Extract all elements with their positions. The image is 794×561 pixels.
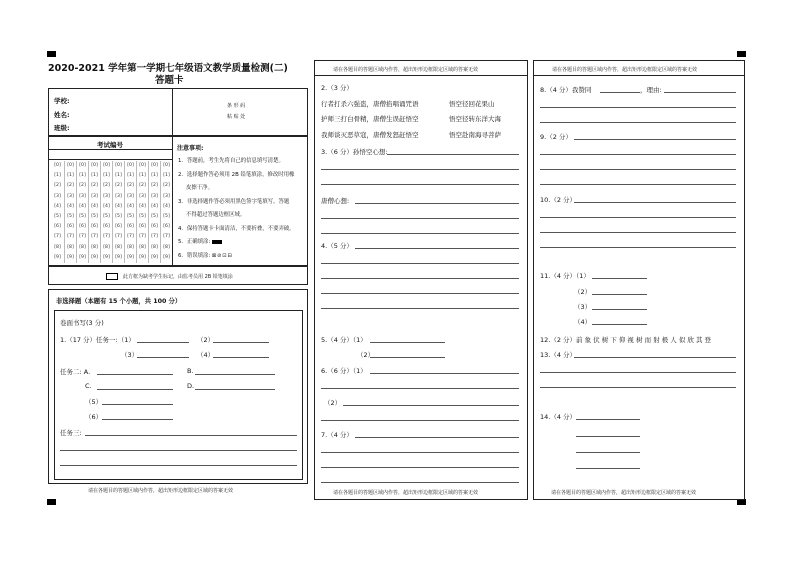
notice-item: 3．非选择题作答必须用黑色签字笔填写，答题 (178, 198, 290, 205)
exam-id-bubble[interactable]: [8] (103, 244, 110, 250)
exam-id-bubble[interactable]: [7] (79, 234, 86, 240)
exam-id-bubble[interactable]: [6] (151, 224, 158, 230)
exam-id-bubble[interactable]: [2] (91, 183, 98, 189)
exam-id-bubble[interactable]: [4] (79, 203, 86, 209)
q10-answer-line[interactable] (540, 232, 736, 233)
q7-answer-line[interactable] (321, 467, 519, 468)
exam-id-bubble[interactable]: [0] (54, 163, 61, 168)
q5-2-label: （2） (357, 351, 375, 359)
exam-id-bubble[interactable]: [5] (163, 213, 170, 219)
exam-id-bubble[interactable]: [2] (151, 183, 158, 189)
exam-id-bubble[interactable]: [3] (54, 193, 61, 199)
exam-id-bubble[interactable]: [0] (127, 163, 134, 168)
task3-label: 任务三: (60, 429, 82, 437)
exam-id-bubble[interactable]: [4] (54, 203, 61, 209)
exam-id-bubble[interactable]: [0] (139, 163, 146, 168)
exam-id-bubble[interactable]: [8] (151, 244, 158, 250)
q7-answer-line[interactable] (355, 437, 519, 438)
exam-id-column[interactable] (112, 161, 124, 263)
q8-reason-label: ，理由: (640, 86, 662, 94)
exam-id-bubble[interactable]: [4] (151, 203, 158, 209)
exam-id-bubble[interactable]: [6] (67, 224, 74, 230)
exam-id-column[interactable] (160, 161, 172, 263)
q6-1-answer[interactable] (370, 373, 519, 374)
exam-id-bubble[interactable]: [1] (139, 173, 146, 179)
notice-item: 1．答题前，考生先将自己的信息填写清楚。 (178, 158, 284, 164)
q8-choice-answer[interactable] (600, 92, 640, 93)
exam-id-bubble[interactable]: [8] (127, 244, 134, 250)
exam-id-bubble[interactable]: [0] (103, 163, 110, 168)
q7-label: 7.（4 分） (321, 431, 353, 439)
q13-answer-line[interactable] (540, 387, 736, 388)
q6-2-answer[interactable] (343, 405, 519, 406)
task2-d-label: D. (187, 382, 195, 390)
q10-answer-line[interactable] (540, 217, 736, 218)
exam-id-bubble[interactable]: [0] (163, 163, 170, 168)
exam-id-bubble[interactable]: [0] (151, 163, 158, 168)
q1-3-answer[interactable] (137, 357, 189, 358)
student-info-box (48, 88, 173, 136)
q4-label: 4.（5 分） (321, 242, 353, 250)
exam-id-column[interactable] (136, 161, 148, 263)
exam-id-bubble[interactable]: [3] (67, 193, 74, 199)
exam-id-bubble[interactable]: [0] (91, 163, 98, 168)
q8-reason-answer[interactable] (664, 92, 736, 93)
q1-label: 1.（17 分）任务一:（1） (60, 336, 135, 344)
q4-answer-line[interactable] (321, 293, 519, 294)
q9-answer-line[interactable] (540, 184, 736, 185)
exam-id-column[interactable] (100, 161, 112, 263)
absent-checkbox[interactable] (106, 273, 118, 280)
q13-answer-line[interactable] (540, 372, 736, 373)
q3b-answer-line[interactable] (321, 218, 519, 219)
exam-id-bubble[interactable]: [0] (115, 163, 122, 168)
exam-id-bubble[interactable]: [6] (115, 224, 122, 230)
exam-id-bubble[interactable]: [7] (67, 234, 74, 240)
q3b-label: 唐僧心想: (321, 197, 350, 205)
q4-answer-line[interactable] (321, 308, 519, 309)
q1-4-answer[interactable] (213, 357, 269, 358)
task2-label: 任务二: A. (60, 368, 91, 376)
answer-column-2 (314, 60, 528, 500)
q1-3-label: （3） (121, 351, 139, 359)
exam-id-bubble[interactable]: [5] (103, 213, 110, 219)
exam-id-bubble[interactable]: [2] (115, 183, 122, 189)
task2-d-answer[interactable] (195, 389, 275, 390)
header-note-2: 请在各题目的答题区域内作答，超出矩形边框限定区域的答案无效 (333, 67, 479, 73)
exam-id-bubble[interactable]: [1] (54, 173, 61, 179)
exam-id-bubble[interactable]: [1] (79, 173, 86, 179)
q8-answer-line[interactable] (540, 122, 736, 123)
exam-id-label: 考试编号 (97, 141, 123, 149)
q1-2-answer[interactable] (213, 342, 269, 343)
task2-5-label: （5） (85, 398, 103, 406)
exam-id-bubble[interactable]: [4] (103, 203, 110, 209)
exam-id-bubble[interactable]: [5] (151, 213, 158, 219)
q11-label: 11.（4 分）（1） (540, 272, 590, 280)
q14-answer-line[interactable] (576, 419, 640, 420)
exam-id-bubble[interactable]: [7] (163, 234, 170, 240)
q5-1-answer[interactable] (370, 342, 445, 343)
q11-3-answer[interactable] (592, 309, 647, 310)
task3-answer-line[interactable] (85, 435, 297, 436)
footer-note-2: 请在各题目的答题区域内作答，超出矩形边框限定区域的答案无效 (333, 490, 479, 496)
q13-label: 13.（4 分） (540, 351, 577, 359)
q14-answer-line[interactable] (576, 436, 640, 437)
q13-answer-line[interactable] (574, 357, 736, 358)
exam-id-bubble[interactable]: [6] (127, 224, 134, 230)
q11-3-label: （3） (574, 303, 592, 311)
notice-item (178, 236, 306, 250)
exam-id-bubble[interactable]: [7] (139, 234, 146, 240)
notice-title: 注意事项: (177, 145, 204, 152)
correct-fill-icon (212, 240, 222, 244)
exam-id-bubble[interactable]: [9] (103, 254, 110, 260)
q12-label: 12.（2 分）前 象 伏 树 下 仰 视 树 而 射 极 人 似 欣 其 登 (540, 336, 712, 344)
exam-id-bubble[interactable]: [2] (163, 183, 170, 189)
exam-id-bubble[interactable]: [3] (91, 193, 98, 199)
exam-id-bubble[interactable]: [1] (103, 173, 110, 179)
exam-id-bubble[interactable]: [4] (91, 203, 98, 209)
exam-id-bubble[interactable]: [5] (115, 213, 122, 219)
notice-item (178, 250, 306, 264)
q1-2-label: （2） (197, 336, 215, 344)
exam-id-bubble[interactable]: [5] (67, 213, 74, 219)
notice-wrong-fill-label: 6．错误填涂: (178, 252, 211, 259)
exam-id-bubble[interactable]: [8] (139, 244, 146, 250)
absent-mark-box (48, 266, 308, 285)
exam-id-bubble[interactable]: [9] (79, 254, 86, 260)
alignment-marker-top-left (47, 51, 56, 57)
q9-answer-line[interactable] (540, 154, 736, 155)
page-title: 2020-2021 学年第一学期七年级语文教学质量检测(二) (48, 63, 288, 74)
q6-2-answer[interactable] (321, 420, 519, 421)
exam-id-bubble[interactable]: [8] (163, 244, 170, 250)
q10-answer-line[interactable] (540, 247, 736, 248)
exam-id-bubble[interactable]: [3] (79, 193, 86, 199)
exam-id-grid (48, 136, 173, 266)
q14-label: 14.（4 分） (540, 413, 577, 421)
answer-area-1 (54, 310, 303, 480)
exam-id-bubble[interactable]: [2] (139, 183, 146, 189)
footer-note-3: 请在各题目的答题区域内作答，超出矩形边框限定区域的答案无效 (551, 490, 697, 496)
notice-item: 2．选择题作答必须用 2B 铅笔填涂，修改时用橡 (178, 171, 295, 178)
exam-id-bubble[interactable]: [4] (139, 203, 146, 209)
exam-id-bubble[interactable]: [1] (67, 173, 74, 179)
q4-answer-line[interactable] (321, 263, 519, 264)
exam-id-bubble[interactable]: [3] (151, 193, 158, 199)
exam-id-bubble[interactable]: [3] (103, 193, 110, 199)
exam-id-bubble[interactable]: [8] (54, 244, 61, 250)
exam-id-bubble[interactable]: [3] (127, 193, 134, 199)
q5-2-answer[interactable] (370, 357, 445, 358)
q11-1-answer[interactable] (592, 278, 647, 279)
exam-id-column[interactable] (124, 161, 136, 263)
q11-4-answer[interactable] (592, 324, 647, 325)
q14-answer-line[interactable] (576, 468, 640, 469)
q2-row2-a: 护师三打白骨精，唐僧生误赶悟空 (321, 115, 419, 123)
exam-id-bubble[interactable]: [8] (67, 244, 74, 250)
exam-id-bubble[interactable]: [4] (127, 203, 134, 209)
task2-5-answer[interactable] (102, 404, 173, 405)
exam-id-bubble[interactable]: [4] (67, 203, 74, 209)
exam-id-column[interactable] (88, 161, 100, 263)
exam-id-bubble[interactable]: [6] (139, 224, 146, 230)
barcode-area (172, 88, 308, 136)
exam-id-bubble[interactable]: [9] (127, 254, 134, 260)
exam-id-bubble[interactable]: [5] (91, 213, 98, 219)
answer-column-3 (533, 60, 745, 500)
notice-correct-fill-label: 5．正确填涂: (178, 239, 211, 245)
exam-id-bubble[interactable]: [3] (115, 193, 122, 199)
q2-row1-b: 悟空径回花果山 (449, 100, 495, 108)
q9-answer-line[interactable] (540, 169, 736, 170)
exam-id-bubble[interactable]: [6] (79, 224, 86, 230)
exam-id-bubble[interactable]: [1] (91, 173, 98, 179)
task2-6-answer[interactable] (102, 419, 173, 420)
q14-answer-line[interactable] (576, 452, 640, 453)
exam-id-bubble[interactable]: [6] (103, 224, 110, 230)
q7-answer-line[interactable] (321, 452, 519, 453)
exam-id-bubble[interactable]: [9] (67, 254, 74, 260)
exam-id-bubble[interactable]: [0] (79, 163, 86, 168)
task2-c-answer[interactable] (97, 389, 173, 390)
exam-id-bubble[interactable]: [2] (103, 183, 110, 189)
q2-row3-a: 我师谈灭恶草寇，唐僧发怒赶悟空 (321, 131, 419, 139)
notice-box (172, 136, 308, 266)
task2-c-label: C. (85, 382, 92, 390)
exam-id-bubble[interactable]: [4] (163, 203, 170, 209)
exam-id-bubble[interactable]: [9] (163, 254, 170, 260)
header-note-3: 请在各题目的答题区域内作答，超出矩形边框限定区域的答案无效 (552, 67, 698, 73)
task3-answer-line[interactable] (60, 465, 297, 466)
exam-id-bubble[interactable]: [6] (163, 224, 170, 230)
q5-label: 5.（4 分）（1） (321, 336, 367, 344)
exam-id-bubble[interactable]: [8] (79, 244, 86, 250)
task2-b-answer[interactable] (195, 374, 275, 375)
exam-id-bubble[interactable]: [1] (127, 173, 134, 179)
q2-row2-b: 悟空径转东洋大海 (449, 115, 501, 123)
task2-a-answer[interactable] (97, 374, 173, 375)
exam-id-column[interactable] (148, 161, 160, 263)
notice-item: 皮擦干净。 (186, 185, 213, 191)
exam-id-bubble[interactable]: [4] (115, 203, 122, 209)
task2-b-label: B. (187, 367, 194, 375)
q10-label: 10.（2 分） (540, 196, 577, 204)
exam-id-bubble[interactable]: [1] (115, 173, 122, 179)
barcode-label-1: 条 形 码 (227, 103, 246, 109)
exam-id-bubble[interactable]: [6] (54, 224, 61, 230)
exam-id-bubble[interactable]: [8] (115, 244, 122, 250)
exam-id-column[interactable] (64, 161, 76, 263)
footer-note-1: 请在各题目的答题区域内作答，超出矩形边框限定区域的答案无效 (88, 488, 234, 494)
exam-id-column[interactable] (52, 161, 63, 263)
exam-id-bubble[interactable]: [9] (151, 254, 158, 260)
q6-2-label: （2） (324, 399, 342, 407)
q11-2-answer[interactable] (592, 294, 647, 295)
q4-answer-line[interactable] (321, 278, 519, 279)
q7-answer-line[interactable] (321, 482, 519, 483)
q11-2-label: （2） (574, 288, 592, 296)
q3b-answer-line[interactable] (355, 203, 519, 204)
q9-answer-line[interactable] (574, 139, 736, 140)
exam-id-bubble[interactable]: [7] (103, 234, 110, 240)
class-label: 班级: (54, 124, 70, 132)
name-label: 姓名: (54, 111, 70, 119)
exam-id-bubble[interactable]: [7] (127, 234, 134, 240)
notice-list (178, 155, 306, 263)
exam-id-bubble[interactable]: [2] (54, 183, 61, 189)
exam-id-bubble[interactable]: [7] (54, 234, 61, 240)
exam-id-bubble[interactable]: [5] (139, 213, 146, 219)
exam-id-bubble[interactable]: [1] (163, 173, 170, 179)
q8-answer-line[interactable] (540, 107, 736, 108)
alignment-marker-top-right (737, 51, 746, 57)
q10-answer-line[interactable] (574, 202, 736, 203)
page-subtitle: 答题卡 (155, 75, 184, 86)
exam-id-bubble[interactable]: [5] (79, 213, 86, 219)
exam-id-bubble[interactable]: [8] (91, 244, 98, 250)
q4-answer-line[interactable] (355, 248, 519, 249)
exam-id-bubble[interactable]: [1] (151, 173, 158, 179)
q11-4-label: （4） (574, 318, 592, 326)
q2-row1-a: 行者打杀六强盗，唐僧掐唱诵咒语 (321, 100, 419, 108)
exam-id-bubble[interactable]: [9] (54, 254, 61, 260)
notice-item: 4．保持答题卡卡面清洁，不要折叠，不要弄破。 (178, 225, 295, 232)
q6-1-answer[interactable] (321, 388, 519, 389)
school-label: 学校: (54, 97, 70, 105)
q3-label: 3.（6 分）孙悟空心想: (321, 148, 388, 156)
exam-id-bubble[interactable]: [9] (115, 254, 122, 260)
q1-4-label: （4） (197, 351, 215, 359)
notice-item: 不得超过答题边框区域。 (186, 212, 246, 218)
q3b-answer-line[interactable] (321, 233, 519, 234)
task2-6-label: （6） (85, 413, 103, 421)
q3-answer-line[interactable] (321, 169, 519, 170)
exam-id-bubble[interactable]: [6] (91, 224, 98, 230)
exam-id-bubble[interactable]: [2] (79, 183, 86, 189)
q2-label: 2.（3 分） (321, 84, 353, 92)
exam-id-bubble[interactable]: [3] (163, 193, 170, 199)
exam-id-bubble[interactable]: [9] (91, 254, 98, 260)
writing-score-label: 卷面书写(3 分) (60, 319, 104, 327)
q9-label: 9.（2 分） (540, 133, 572, 141)
exam-id-bubble[interactable]: [7] (151, 234, 158, 240)
q1-1-answer[interactable] (137, 342, 189, 343)
task3-answer-line[interactable] (60, 450, 297, 451)
exam-id-column[interactable] (76, 161, 88, 263)
exam-id-bubble[interactable]: [7] (115, 234, 122, 240)
exam-id-bubble[interactable]: [5] (127, 213, 134, 219)
exam-id-bubble[interactable]: [2] (67, 183, 74, 189)
exam-id-bubble[interactable]: [0] (67, 163, 74, 168)
q6-label: 6.（6 分）（1） (321, 367, 367, 375)
exam-id-bubble[interactable]: [3] (139, 193, 146, 199)
absent-note: 此方框为缺考学生标记，由监考员用 2B 铅笔填涂 (123, 274, 233, 280)
barcode-label-2: 粘 贴 处 (227, 114, 246, 120)
wrong-fill-icons: ⊠⊘⊡⊟ (211, 252, 233, 259)
alignment-marker-bottom-left (47, 499, 56, 505)
section-title: 非选择题（本题有 15 个小题，共 100 分） (56, 298, 182, 305)
q3-answer-line[interactable] (387, 154, 519, 155)
exam-id-bubble[interactable]: [2] (127, 183, 134, 189)
q2-row3-b: 悟空赴南海寻菩萨 (449, 131, 501, 139)
exam-id-bubbles[interactable] (52, 161, 172, 265)
q8-label: 8.（4 分）我赞同 (540, 86, 592, 94)
exam-id-bubble[interactable]: [7] (91, 234, 98, 240)
answer-column-1 (48, 289, 308, 484)
exam-id-bubble[interactable]: [5] (54, 213, 61, 219)
exam-id-bubble[interactable]: [9] (139, 254, 146, 260)
q3-answer-line[interactable] (321, 184, 519, 185)
